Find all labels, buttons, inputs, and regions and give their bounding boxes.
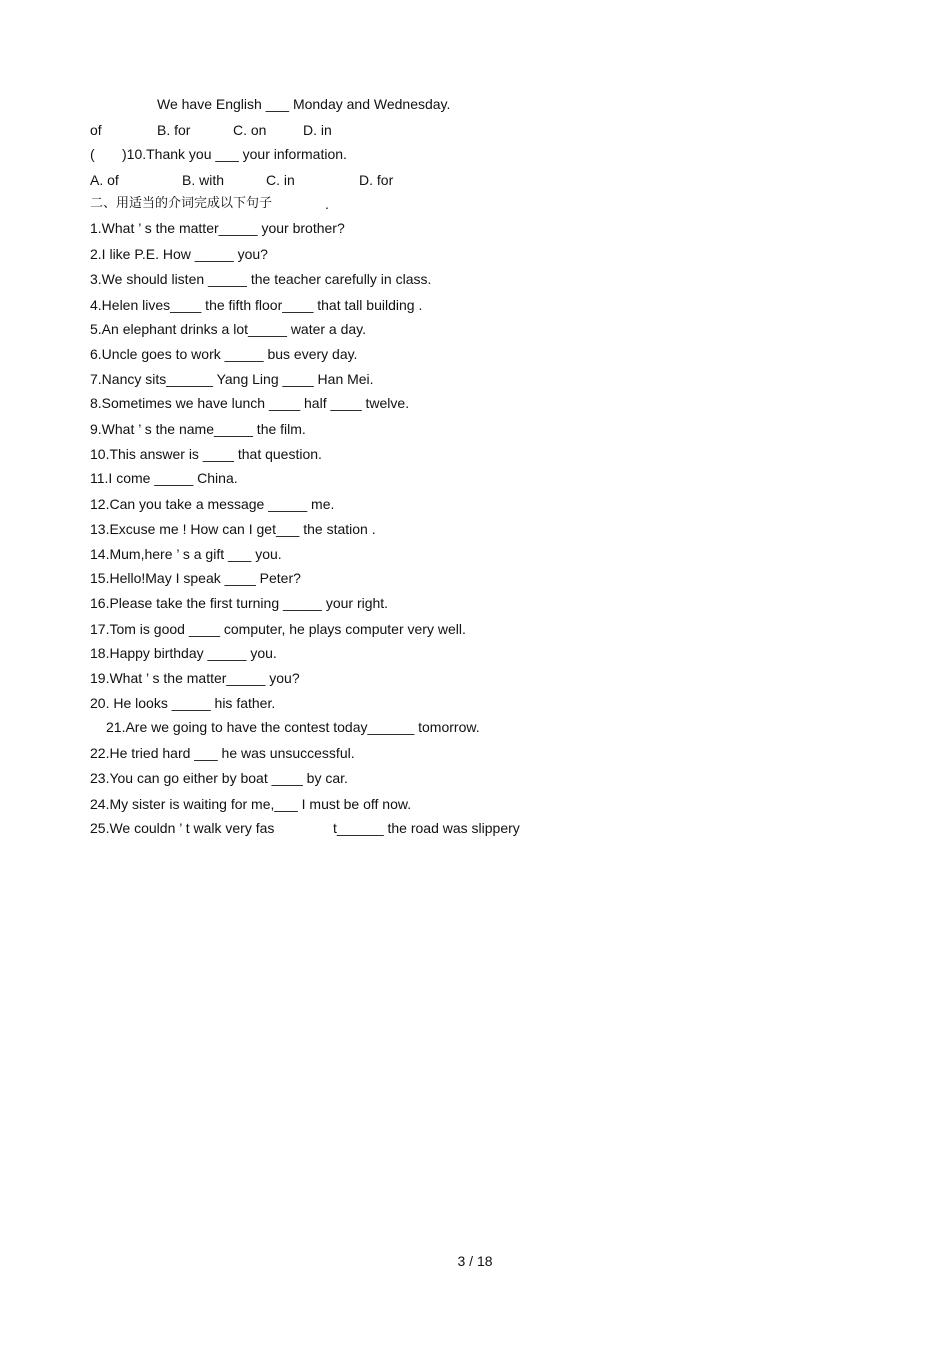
- exercise-item-13: 13.Excuse me ! How can I get___ the station .: [90, 521, 376, 537]
- mc-q9-option-a: of: [90, 122, 102, 138]
- mc-q9-stem: We have English ___ Monday and Wednesday.: [157, 96, 451, 112]
- exercise-item-17: 17.Tom is good ____ computer, he plays computer very well.: [90, 621, 466, 637]
- exercise-item-18: 18.Happy birthday _____ you.: [90, 645, 277, 661]
- exercise-item-21: 21.Are we going to have the contest today______ tomorrow.: [106, 719, 480, 735]
- mc-q9-option-c: C. on: [233, 122, 267, 138]
- exercise-item-8: 8.Sometimes we have lunch ____ half ____ twelve.: [90, 395, 410, 411]
- mc-q10-option-d: D. for: [359, 172, 394, 188]
- exercise-item-15: 15.Hello!May I speak ____ Peter?: [90, 570, 301, 586]
- exercise-item-5: 5.An elephant drinks a lot_____ water a day.: [90, 321, 367, 337]
- mc-q9-option-b: B. for: [157, 122, 191, 138]
- exercise-item-23: 23.You can go either by boat ____ by car.: [90, 770, 348, 786]
- exercise-item-1: 1.What ’ s the matter_____ your brother?: [90, 220, 345, 236]
- exercise-item-24: 24.My sister is waiting for me,___ I must be off now.: [90, 796, 412, 812]
- exercise-item-7: 7.Nancy sits______ Yang Ling ____ Han Mei.: [90, 371, 374, 387]
- exercise-item-4: 4.Helen lives____ the fifth floor____ that tall building .: [90, 297, 423, 313]
- exercise-item-6: 6.Uncle goes to work _____ bus every day.: [90, 346, 358, 362]
- exercise-item-11: 11.I come _____ China.: [90, 470, 238, 486]
- mc-q9-option-d: D. in: [303, 122, 332, 138]
- exercise-item-22: 22.He tried hard ___ he was unsuccessful.: [90, 745, 355, 761]
- exercise-item-16: 16.Please take the first turning _____ your right.: [90, 595, 389, 611]
- mc-q10-stem: )10.Thank you ___ your information.: [122, 146, 347, 162]
- exercise-item-9: 9.What ’ s the name_____ the film.: [90, 421, 306, 437]
- exercise-item-14: 14.Mum,here ’ s a gift ___ you.: [90, 546, 282, 562]
- exercise-item-3: 3.We should listen _____ the teacher carefully in class.: [90, 271, 432, 287]
- page-number: 3 / 18: [457, 1253, 493, 1269]
- mc-q10-option-b: B. with: [182, 172, 225, 188]
- section-heading: 二、用适当的介词完成以下句子: [90, 196, 273, 211]
- mc-q10-option-c: C. in: [266, 172, 295, 188]
- mc-q10-option-a: A. of: [90, 172, 119, 188]
- exercise-item-2: 2.I like P.E. How _____ you?: [90, 246, 268, 262]
- section-heading-dot: .: [325, 196, 329, 212]
- exercise-item-12: 12.Can you take a message _____ me.: [90, 496, 335, 512]
- mc-q10-paren: (: [90, 146, 95, 162]
- exercise-item-25-part-b: t______ the road was slippery: [333, 820, 520, 836]
- exercise-item-20: 20. He looks _____ his father.: [90, 695, 276, 711]
- exercise-item-25-part-a: 25.We couldn ’ t walk very fas: [90, 820, 275, 836]
- exercise-item-10: 10.This answer is ____ that question.: [90, 446, 322, 462]
- exercise-item-19: 19.What ’ s the matter_____ you?: [90, 670, 300, 686]
